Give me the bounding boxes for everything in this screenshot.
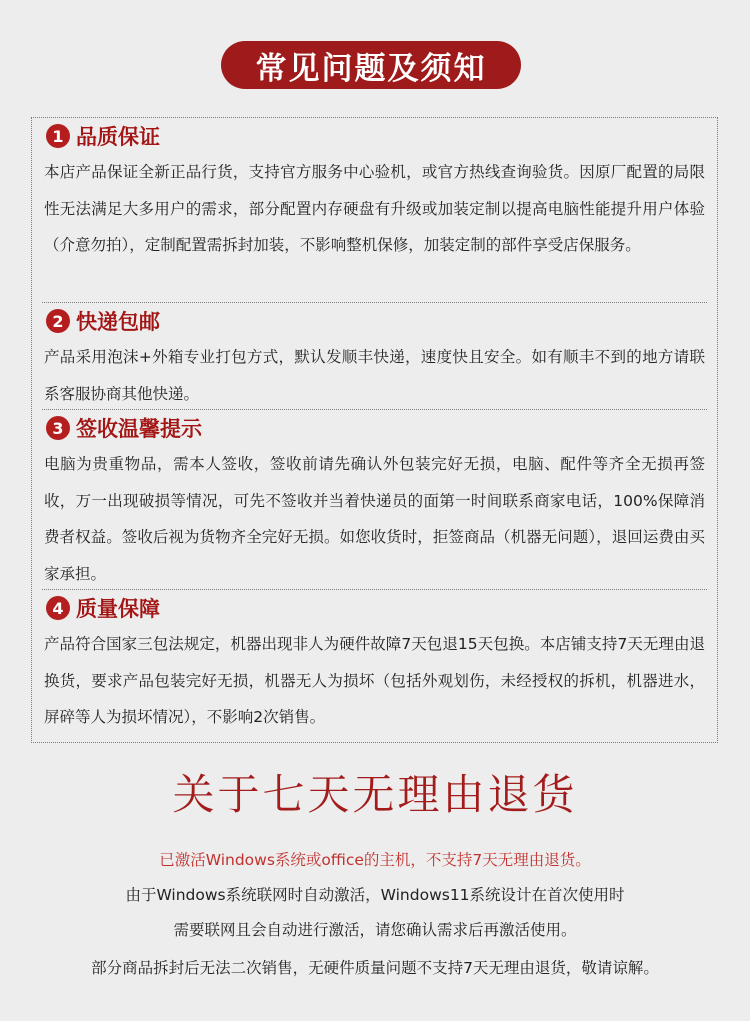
section-quality-guarantee	[42, 118, 707, 303]
section-title: 签收温馨提示	[76, 417, 202, 441]
returns-line-3: 部分商品拆封后无法二次销售，无硬件质量问题不支持7天无理由退货，敬请谅解。	[91, 959, 659, 977]
section-delivery-tips	[42, 410, 707, 590]
section-body: 本店产品保证全新正品行货，支持官方服务中心验机，或官方热线查询验货。因原厂配置的局限性无法满足大多用户的需求，部分配置内存硬盘有升级或加装定制以提高电脑性能提升用户体验（介意勿拍），定制配置需拆封加装，不影响整机保修，加装定制的部件享受店保服务。	[44, 163, 705, 254]
section-body: 产品采用泡沫+外箱专业打包方式，默认发顺丰快递，速度快且安全。如有顺丰不到的地方请联系客服协商其他快递。	[44, 348, 705, 403]
returns-line-1: 由于Windows系统联网时自动激活，Windows11系统设计在首次使用时	[125, 886, 625, 904]
returns-line-2: 需要联网且会自动进行激活，请您确认需求后再激活使用。	[173, 921, 577, 939]
returns-title: 关于七天无理由退货	[172, 770, 578, 819]
section-header	[42, 118, 707, 154]
faq-box	[31, 117, 718, 743]
returns-warning: 已激活Windows系统或office的主机，不支持7天无理由退货。	[159, 851, 591, 869]
section-header	[42, 303, 707, 339]
section-quality-assurance	[42, 590, 707, 742]
number-badge: 4	[46, 596, 70, 620]
section-free-shipping	[42, 303, 707, 410]
section-header	[42, 410, 707, 446]
section-body: 产品符合国家三包法规定，机器出现非人为硬件故障7天包退15天包换。本店铺支持7天无理由退换货，要求产品包装完好无损，机器无人为损坏（包括外观划伤，未经授权的拆机，机器进水，屏碎等人为损坏情况），不影响2次销售。	[44, 635, 705, 726]
number-badge: 3	[46, 416, 70, 440]
page-title: 常见问题及须知	[221, 41, 521, 89]
number-badge: 2	[46, 309, 70, 333]
section-title: 品质保证	[76, 125, 160, 149]
number-badge: 1	[46, 124, 70, 148]
section-title: 快递包邮	[76, 310, 160, 334]
section-header	[42, 590, 707, 626]
section-body: 电脑为贵重物品，需本人签收，签收前请先确认外包装完好无损，电脑、配件等齐全无损再签收，万一出现破损等情况，可先不签收并当着快递员的面第一时间联系商家电话，100%保障消费者权益。签收后视为货物齐全完好无损。如您收货时，拒签商品（机器无问题），退回运费由买家承担。	[44, 455, 705, 583]
section-title: 质量保障	[76, 597, 160, 621]
